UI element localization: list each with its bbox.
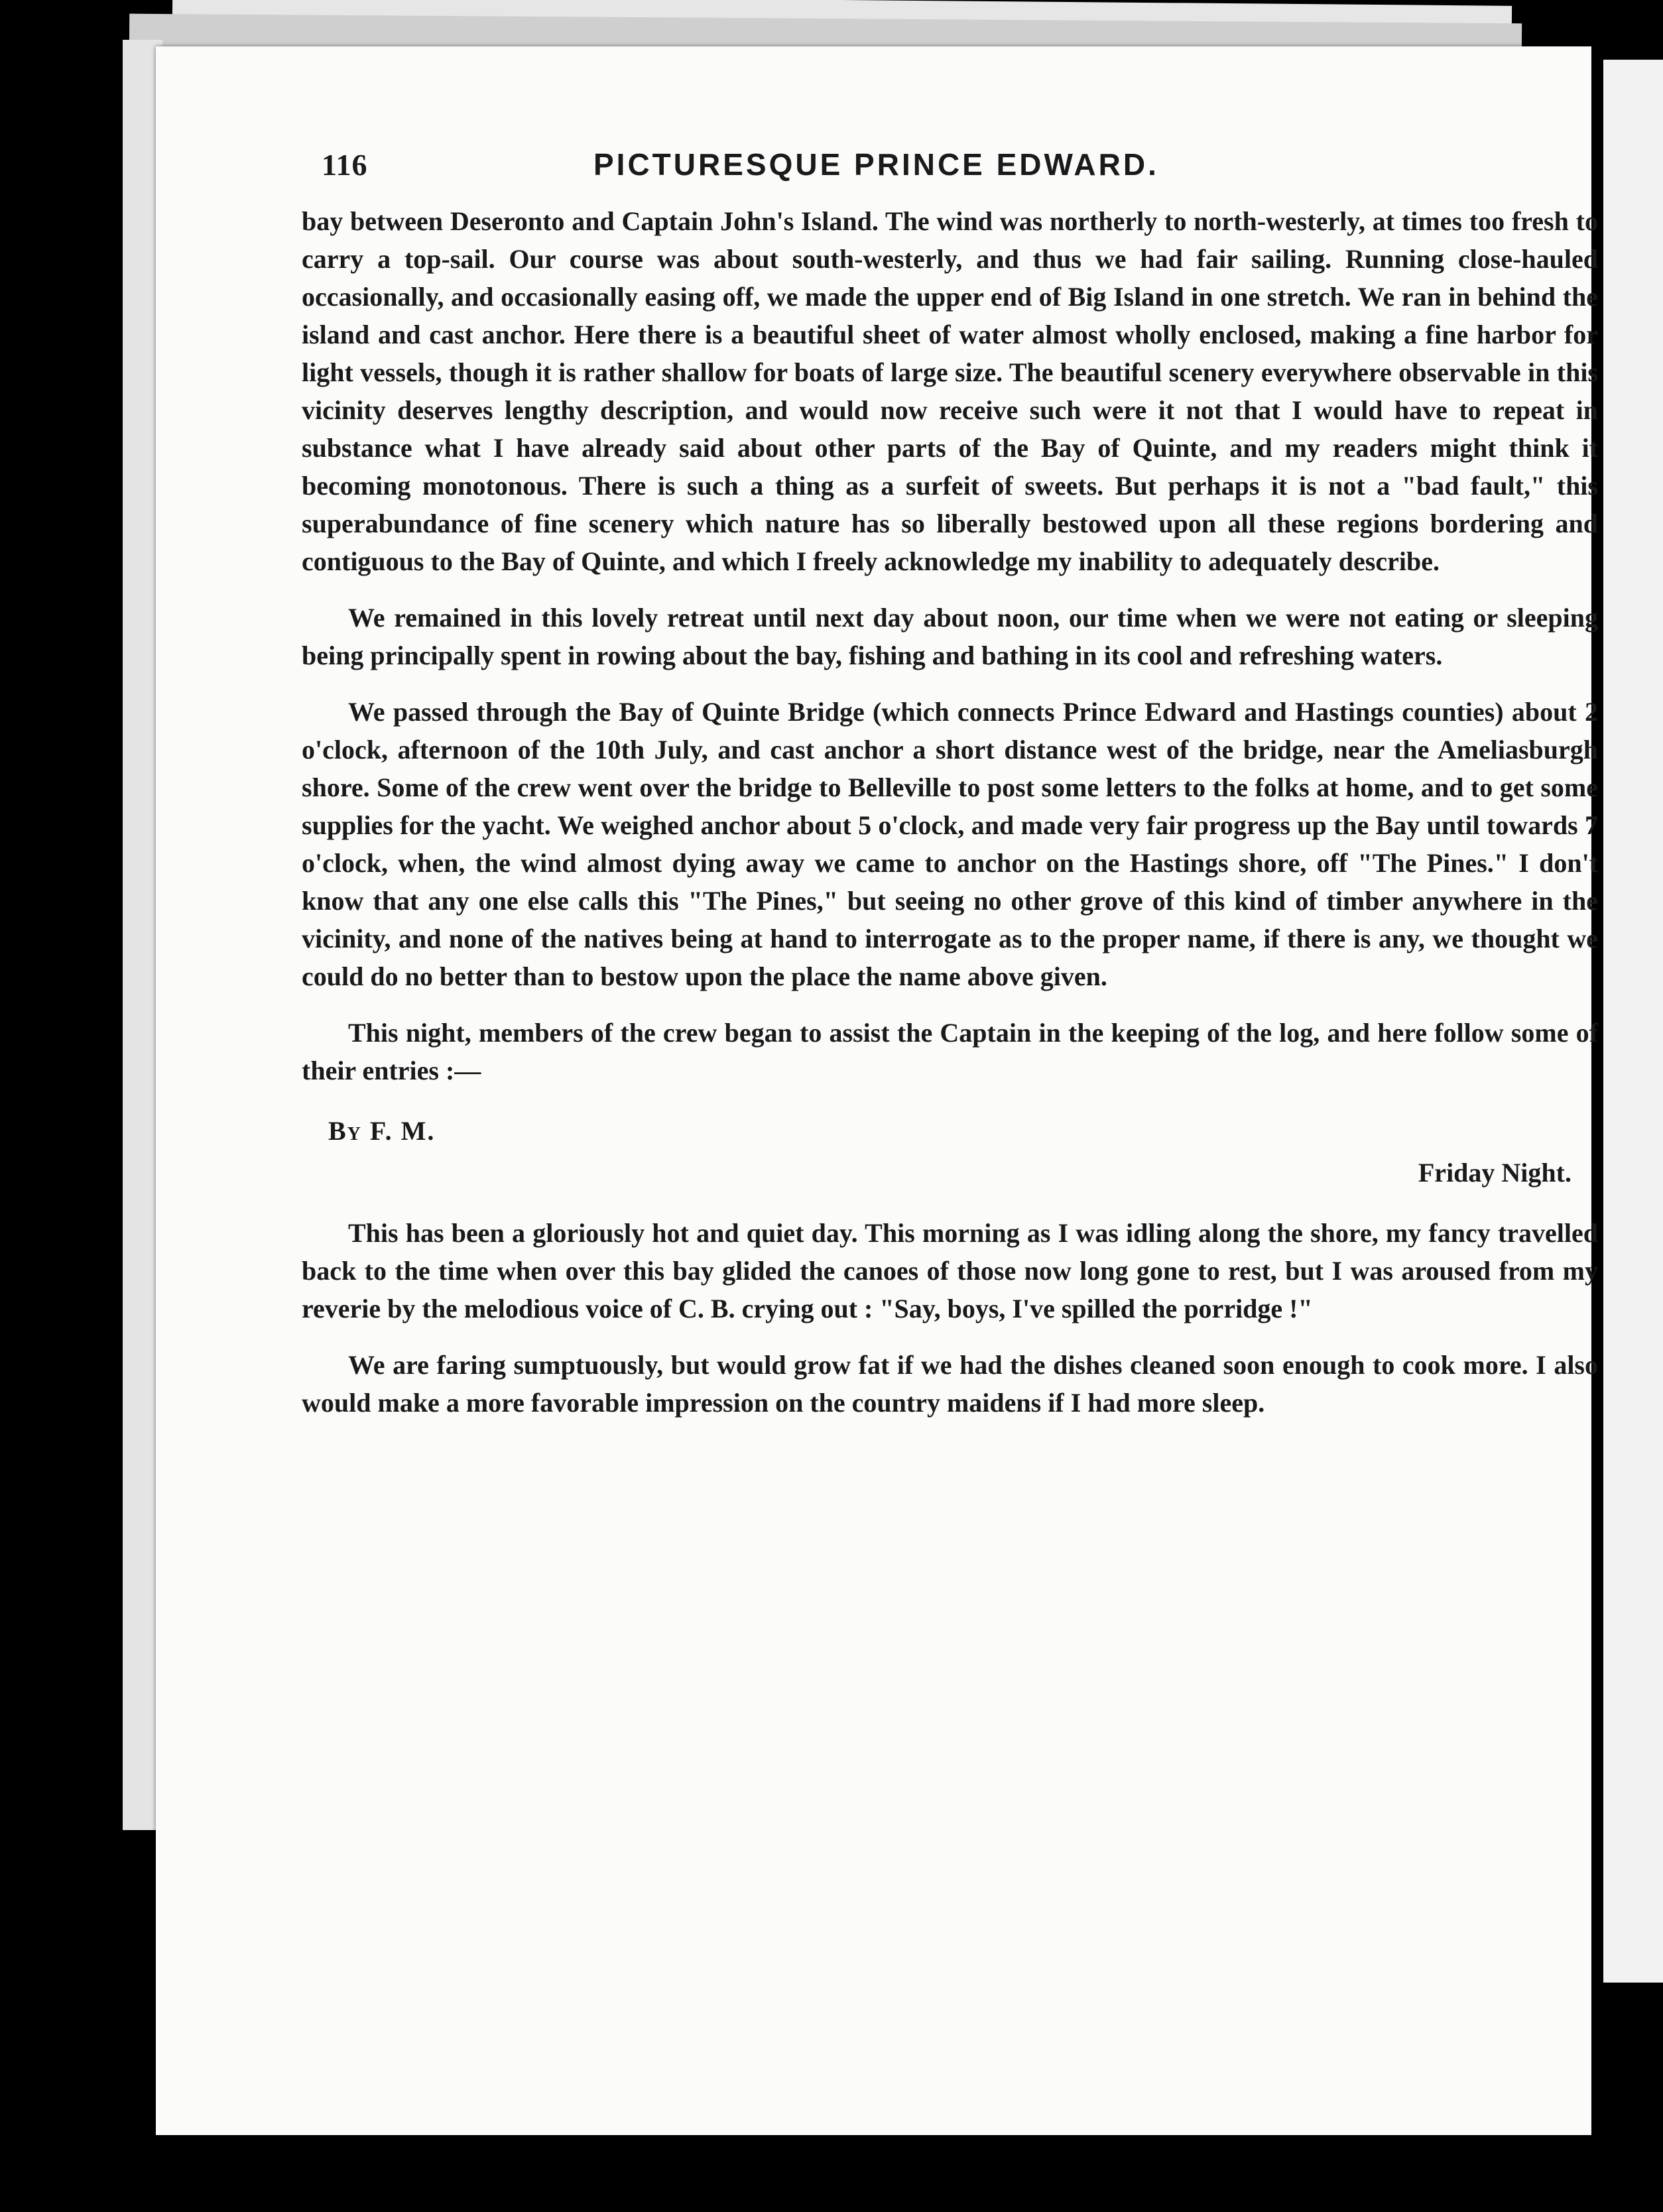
body-paragraph: We remained in this lovely retreat until next day about noon, our time when we were not eating or sleeping being principally spent in rowing about the bay, fishing and bathing in its cool and refreshing waters. <box>302 603 1598 670</box>
body-paragraph: We passed through the Bay of Quinte Bridge (which connects Prince Edward and Hastings counties) about 2 o'clock, afternoon of the 10th July, and cast anchor a short distance west of the bridge, near the Ameliasburgh shore. Some of the crew went over the bridge to Belleville to post some letters to the folks at home, and to get some supplies for the yacht. We weighed anchor about 5 o'clock, and made very fair progress up the Bay until towards 7 o'clock, when, the wind almost dying away we came to anchor on the Hastings shore, off "The Pines." I don't know that any one else calls this "The Pines," but seeing no other grove of this kind of timber anywhere in the vicinity, and none of the natives being at hand to interrogate as to the proper name, if there is any, we thought we could do no better than to bestow upon the place the name above given. <box>302 697 1598 991</box>
page-content <box>302 146 1598 1440</box>
log-paragraph: This has been a gloriously hot and quiet day. This morning as I was idling along the shore, my fancy travelled back to the time when over this bay glided the canoes of those now long gone to rest, but I was aroused from my reverie by the melodious voice of C. B. crying out : "Say, boys, I've spilled the porridge !" <box>302 1218 1598 1323</box>
log-dateline: Friday Night. <box>1418 1158 1571 1188</box>
running-title: PICTURESQUE PRINCE EDWARD. <box>593 147 1159 182</box>
book-page <box>156 46 1598 2135</box>
page-number: 116 <box>322 148 368 182</box>
body-paragraph: This night, members of the crew began to assist the Captain in the keeping of the log, and here follow some of their entries :— <box>302 1018 1598 1085</box>
body-paragraph: bay between Deseronto and Captain John's Island. The wind was northerly to north-westerly, at times too fresh to carry a top-sail. Our course was about south-westerly, and thus we had fair sailing. Running close-hauled occasionally, and occasionally easing off, we made the upper end of Big Island in one stretch. We ran in behind the island and cast anchor. Here there is a beautiful sheet of water almost wholly enclosed, making a fine harbor for light vessels, though it is rather shallow for boats of large size. The beautiful scenery everywhere observable in this vicinity deserves lengthy description, and would now receive such were it not that I would have to repeat in substance what I have already said about other parts of the Bay of Quinte, and my readers might think it becoming monotonous. There is such a thing as a surfeit of sweets. But perhaps it is not a "bad fault," this superabundance of fine scenery which nature has so liberally bestowed upon all these regions bordering and contiguous to the Bay of Quinte, and which I freely acknowledge my inability to adequately describe. <box>302 206 1598 576</box>
adjacent-page-edge <box>1603 60 1663 1983</box>
running-header <box>302 146 1598 184</box>
log-paragraph: We are faring sumptuously, but would grow fat if we had the dishes cleaned soon enough to cook more. I also would make a more favorable impression on the country maidens if I had more sleep. <box>302 1350 1598 1418</box>
log-byline: By F. M. <box>328 1116 436 1146</box>
